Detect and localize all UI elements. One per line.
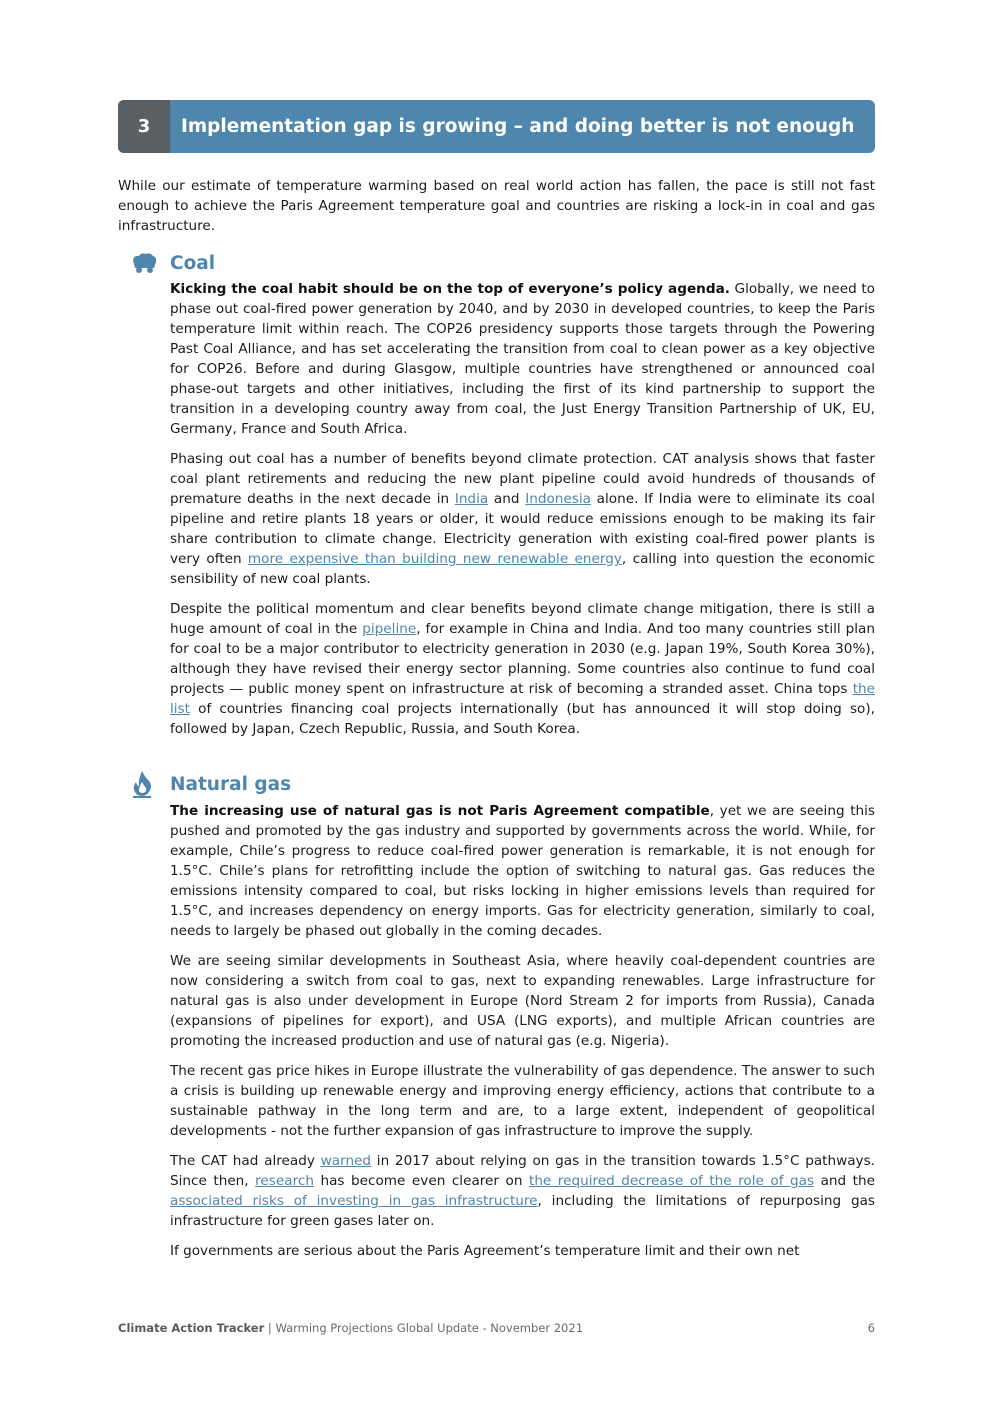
gas-paragraph-5: If governments are serious about the Paris Agreement’s temperature limit and their own net xyxy=(170,1243,800,1259)
coal-p2-text-d: , calling into question the economic sensibility of new coal plants. xyxy=(170,551,876,587)
intro-paragraph: While our estimate of temperature warming based on real world action has fallen, the pace is still not fast enough to achieve the Paris Agreement temperature goal and countries are risking a lock-in in coal and gas infrastructure. xyxy=(118,178,875,234)
coal-section xyxy=(130,250,875,749)
link-more-expensive-renewable[interactable]: more expensive than building new renewable energy xyxy=(247,551,622,567)
footer-separator: | xyxy=(264,1321,276,1335)
gas-p4-text-a: The CAT had already xyxy=(170,1153,321,1169)
gas-paragraph-2: We are seeing similar developments in Southeast Asia, where heavily coal-dependent countries are now considering a switch from coal to gas, next to expanding renewables. Large infrastructure for natural gas is also under development in Europe (Nord Stream 2 for imports from Russia), Canada (expansions of pipelines for export), and USA (LNG exports), and multiple African countries are promoting the increased production and use of natural gas (e.g. Nigeria). xyxy=(170,953,875,1049)
link-india[interactable]: India xyxy=(454,491,489,507)
gas-body xyxy=(170,801,875,1261)
coal-body xyxy=(170,279,875,739)
coal-paragraph-2 xyxy=(170,449,875,589)
gas-heading xyxy=(130,771,875,797)
link-associated-risks[interactable]: associated risks of investing in gas infrastructure xyxy=(170,1193,538,1209)
footer-source xyxy=(118,1321,583,1335)
page-footer xyxy=(118,1319,875,1337)
link-required-decrease[interactable]: the required decrease of the role of gas xyxy=(528,1173,815,1189)
gas-section xyxy=(130,771,875,1271)
coal-lead: Kicking the coal habit should be on the top of everyone’s policy agenda. xyxy=(170,281,730,297)
gas-p4-text-b: in 2017 about relying on gas in the transition towards 1.5°C pathways. Since then, xyxy=(170,1153,875,1189)
coal-p3-text-b: , for example in China and India. And too many countries still plan for coal to be a major contributor to electricity generation in 2030 (e.g. Japan 19%, South Korea 30%), although they have revised their energy sector planning. Some countries also continue to fund coal projects — public money spent on infrastructure at risk of becoming a stranded asset. China tops xyxy=(170,621,875,697)
link-pipeline[interactable]: pipeline xyxy=(362,621,417,637)
gas-lead: The increasing use of natural gas is not Paris Agreement compatible xyxy=(170,803,710,819)
link-research[interactable]: research xyxy=(255,1173,314,1189)
coal-paragraph-3 xyxy=(170,599,875,739)
gas-paragraph-1 xyxy=(170,801,875,941)
footer-document: Warming Projections Global Update - November 2021 xyxy=(275,1321,584,1335)
coal-p2-text-a: Phasing out coal has a number of benefits beyond climate protection. CAT analysis shows that faster coal plant retirements and reducing the new plant pipeline could avoid hundreds of thousands of premature deaths in the next decade in xyxy=(170,451,875,507)
coal-cart-icon xyxy=(130,250,160,276)
gas-paragraph-4 xyxy=(170,1151,875,1231)
coal-p3-text-c: of countries financing coal projects internationally (but has announced it will stop doing so), followed by Japan, Czech Republic, Russia, and South Korea. xyxy=(170,701,875,737)
section-number: 3 xyxy=(118,100,170,153)
gas-p4-text-c: has become even clearer on xyxy=(313,1173,529,1189)
gas-title: Natural gas xyxy=(170,773,292,795)
coal-heading xyxy=(130,250,875,276)
gas-p4-text-d: and the xyxy=(814,1173,875,1189)
page-number: 6 xyxy=(867,1321,875,1335)
section-banner xyxy=(118,100,875,153)
coal-p2-text-b: and xyxy=(488,491,526,507)
gas-paragraph-3: The recent gas price hikes in Europe illustrate the vulnerability of gas dependence. The answer to such a crisis is building up renewable energy and improving energy efficiency, actions that contribute to a sustainable pathway in the long term and are, to a large extent, independent of geopolitical developments - not the further expansion of gas infrastructure to improve the supply. xyxy=(170,1063,875,1139)
gas-p4-text-e: , including the limitations of repurposing gas infrastructure for green gases later on. xyxy=(170,1193,875,1229)
coal-title: Coal xyxy=(170,252,216,274)
flame-icon xyxy=(130,771,160,797)
section-title: Implementation gap is growing – and doing better is not enough xyxy=(181,116,855,137)
link-indonesia[interactable]: Indonesia xyxy=(525,491,591,507)
gas-paragraph-1-text: , yet we are seeing this pushed and promoted by the gas industry and supported by governments across the world. While, for example, Chile’s progress to reduce coal-fired power generation is remarkable, it is not enough for 1.5°C. Chile’s plans for retrofitting include the option of switching to natural gas. Gas reduces the emissions intensity compared to coal, but risks locking in higher emissions levels than required for 1.5°C, and increases dependency on energy imports. Gas for electricity generation, similarly to coal, needs to largely be phased out globally in the coming decades. xyxy=(170,803,876,939)
coal-paragraph-1 xyxy=(170,279,875,439)
coal-paragraph-1-text: Globally, we need to phase out coal-fired power generation by 2040, and by 2030 in developed countries, to keep the Paris temperature limit within reach. The COP26 presidency supports those targets through the Powering Past Coal Alliance, and has set accelerating the transition from coal to clean power as a key objective for COP26. Before and during Glasgow, multiple countries have strengthened or announced coal phase-out targets and other initiatives, including the first of its kind partnership to support the transition in a developing country away from coal, the Just Energy Transition Partnership of UK, EU, Germany, France and South Africa. xyxy=(170,281,875,437)
coal-p2-text-c: alone. If India were to eliminate its coal pipeline and retire plants 18 years or older, it would reduce emissions enough to be making its fair share contribution to climate change. Electricity generation with existing coal-fired power plants is very often xyxy=(170,491,875,567)
footer-org: Climate Action Tracker xyxy=(118,1321,265,1335)
coal-p3-text-a: Despite the political momentum and clear benefits beyond climate change mitigation, there is still a huge amount of coal in the xyxy=(170,601,875,637)
link-the-list[interactable]: the list xyxy=(170,681,875,717)
link-warned[interactable]: warned xyxy=(320,1153,372,1169)
